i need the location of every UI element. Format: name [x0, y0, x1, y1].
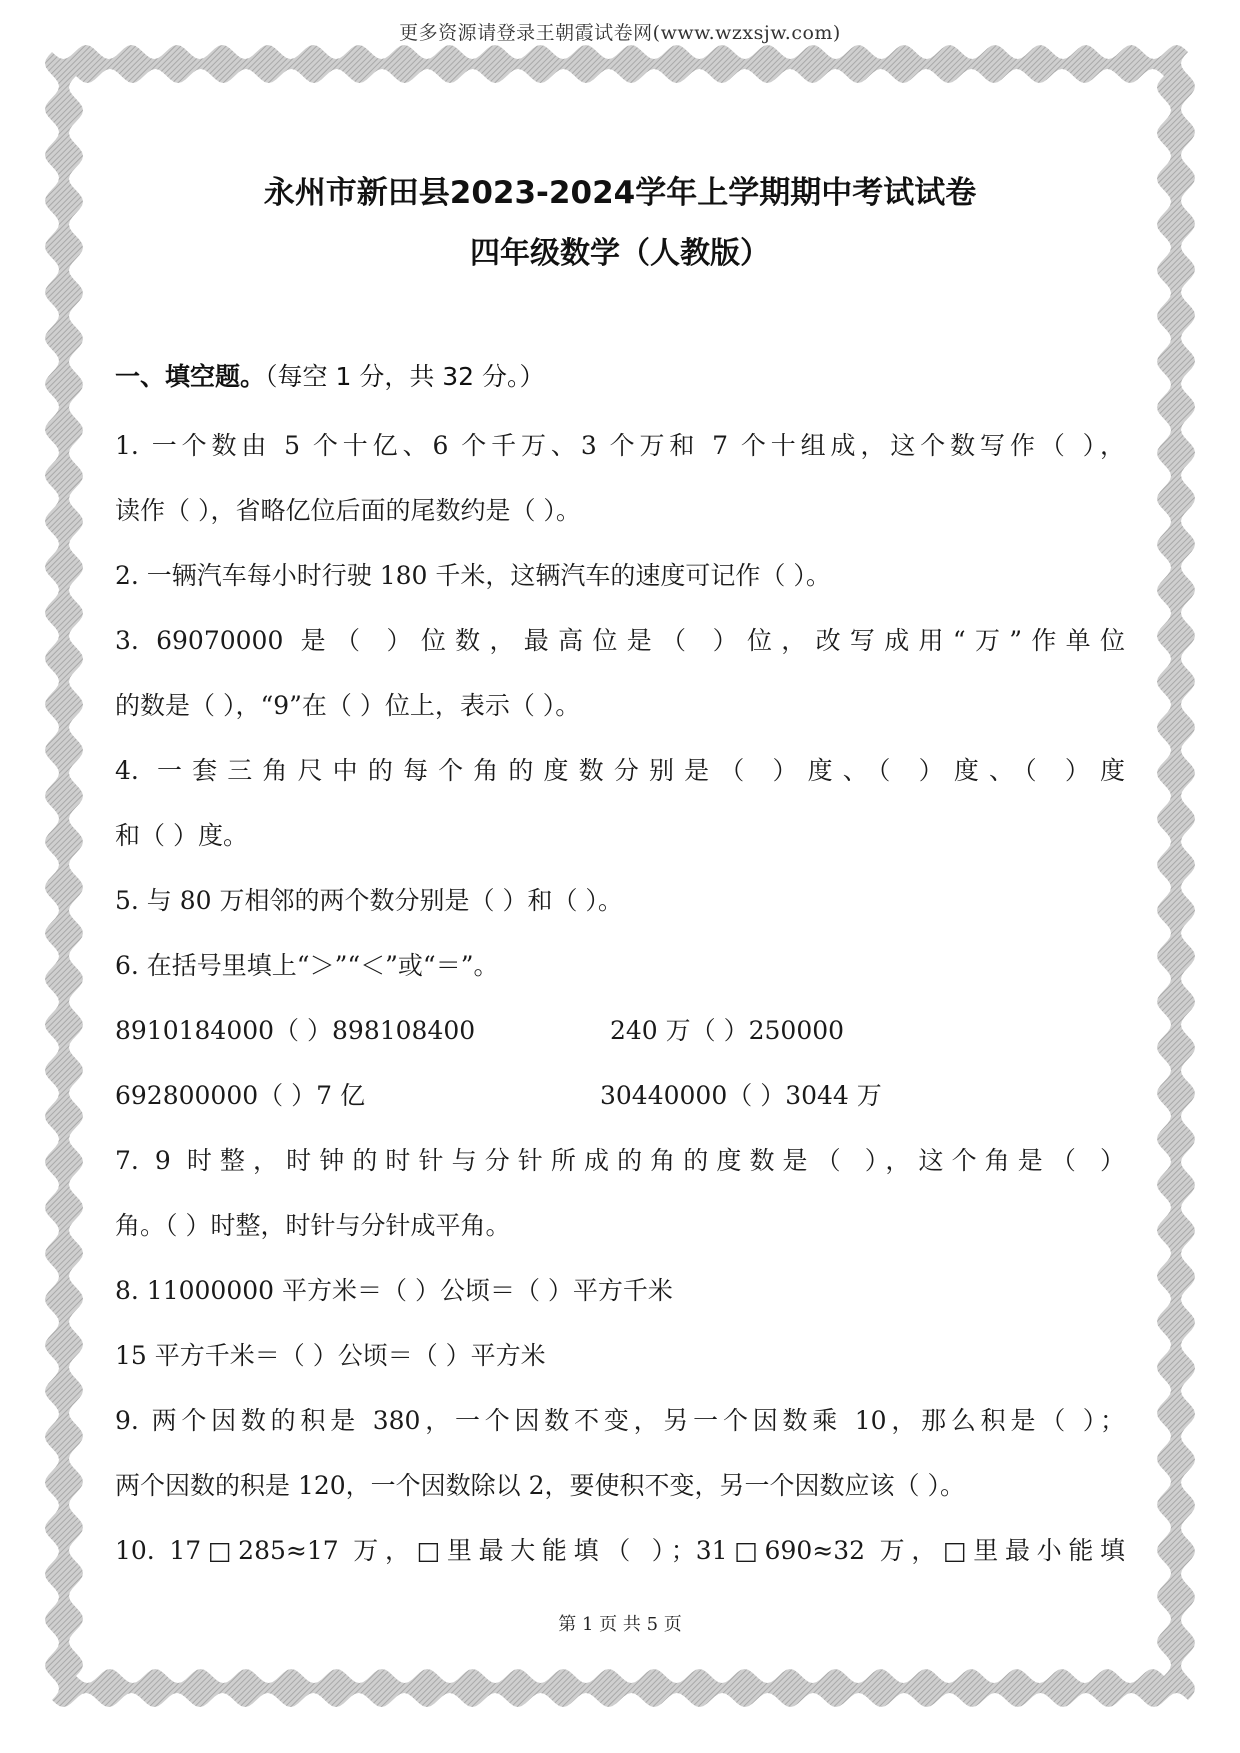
question-list	[115, 413, 1125, 1583]
question-7-line-2: 角。（ ）时整，时针与分针成平角。	[115, 1211, 511, 1240]
question-10-line-1: 10. 17□285≈17 万，□里最大能填（ ）；31□690≈32 万，□里最小能填	[115, 1536, 1125, 1565]
question-6: 6. 在括号里填上“＞”“＜”或“＝”。	[115, 951, 499, 980]
exam-subtitle: 四年级数学（人教版）	[470, 236, 770, 271]
question-3-line-1: 3. 69070000 是（ ）位数，最高位是（ ）位，改写成用“万”作单位	[115, 626, 1125, 655]
question-2: 2. 一辆汽车每小时行驶 180 千米，这辆汽车的速度可记作（ ）。	[115, 561, 831, 590]
question-6-row-2	[115, 1063, 1125, 1128]
question-7-line-1: 7. 9 时整，时钟的时针与分针所成的角的度数是（ ），这个角是（ ）	[115, 1146, 1125, 1175]
question-1-line-1: 1. 一个数由 5 个十亿、6 个千万、3 个万和 7 个十组成，这个数写作（ ），	[115, 431, 1125, 460]
question-4-line-2: 和（ ）度。	[115, 821, 248, 850]
question-3-line-2: 的数是（ ），“9”在（ ）位上，表示（ ）。	[115, 691, 581, 720]
compare-item: 692800000（ ）7 亿	[115, 1081, 365, 1110]
section-title: 一、填空题。	[115, 362, 266, 391]
question-9-line-1: 9. 两个因数的积是 380，一个因数不变，另一个因数乘 10，那么积是（ ）；	[115, 1406, 1125, 1435]
question-6-row-1	[115, 998, 1125, 1063]
question-9-line-2: 两个因数的积是 120，一个因数除以 2，要使积不变，另一个因数应该（ ）。	[115, 1471, 965, 1500]
exam-page	[115, 140, 1125, 1700]
compare-item: 30440000（ ）3044 万	[600, 1081, 882, 1110]
section-score-note: （每空 1 分，共 32 分。）	[265, 362, 545, 391]
source-note: 更多资源请登录王朝霞试卷网(www.wzxsjw.com)	[399, 22, 841, 44]
page-number: 第 1 页 共 5 页	[558, 1614, 682, 1635]
question-1-line-2: 读作（ ），省略亿位后面的尾数约是（ ）。	[115, 496, 581, 525]
exam-title: 永州市新田县2023-2024学年上学期期中考试试卷	[263, 175, 977, 211]
question-8-line-2: 15 平方千米＝（ ）公顷＝（ ）平方米	[115, 1341, 546, 1370]
compare-item: 240 万（ ）250000	[610, 1016, 845, 1045]
question-8-line-1: 8. 11000000 平方米＝（ ）公顷＝（ ）平方千米	[115, 1276, 673, 1305]
section-heading	[115, 357, 545, 393]
compare-item: 8910184000（ ）898108400	[115, 1016, 476, 1045]
question-5: 5. 与 80 万相邻的两个数分别是（ ）和（ ）。	[115, 886, 623, 915]
question-4-line-1: 4. 一套三角尺中的每个角的度数分别是（ ）度、（ ）度、（ ）度	[115, 756, 1125, 785]
